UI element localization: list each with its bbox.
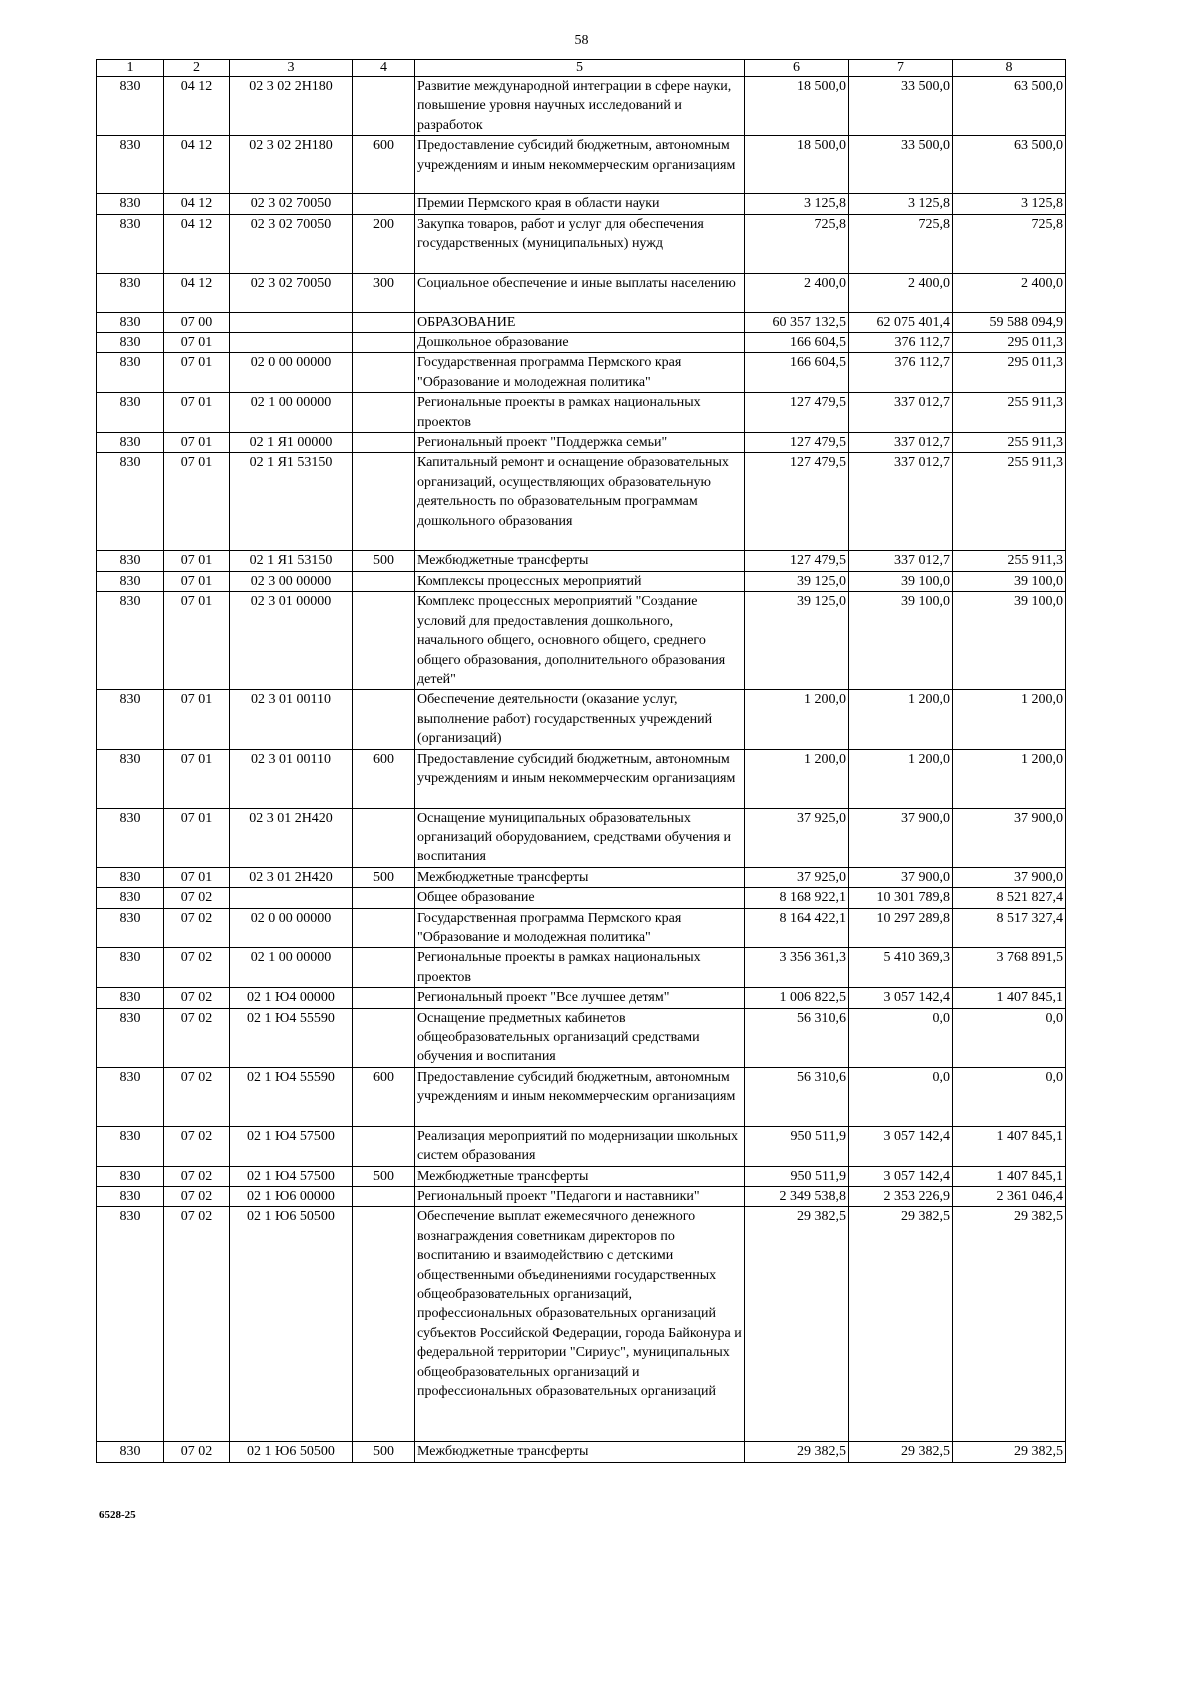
table-row [97,453,1066,551]
cell-amount-year3: 725,8 [953,214,1066,273]
cell-section-code: 04 12 [164,77,230,136]
header-col-6: 6 [745,60,849,77]
table-row [97,948,1066,988]
cell-section-code: 04 12 [164,136,230,194]
cell-description: Региональные проекты в рамках национальных проектов [415,393,745,433]
cell-amount-year3: 59 588 094,9 [953,312,1066,332]
cell-section-code: 07 01 [164,867,230,887]
cell-amount-year1: 127 479,5 [745,433,849,453]
table-row [97,194,1066,214]
table-row [97,1187,1066,1207]
cell-amount-year3: 295 011,3 [953,333,1066,353]
table-row [97,214,1066,273]
cell-description: Государственная программа Пермского края "Образование и молодежная политика" [415,353,745,393]
cell-target-article: 02 1 00 00000 [230,948,353,988]
cell-description: Предоставление субсидий бюджетным, автономным учреждениям и иным некоммерческим организациям [415,136,745,194]
cell-target-article: 02 3 01 00110 [230,690,353,749]
cell-target-article: 02 1 Ю4 57500 [230,1166,353,1186]
table-row [97,312,1066,332]
cell-amount-year1: 2 400,0 [745,273,849,312]
cell-amount-year3: 2 361 046,4 [953,1187,1066,1207]
page-number: 58 [574,33,589,48]
table-row [97,690,1066,749]
cell-amount-year3: 8 517 327,4 [953,908,1066,948]
cell-amount-year1: 39 125,0 [745,571,849,591]
cell-target-article: 02 3 02 2Н180 [230,136,353,194]
cell-target-article: 02 3 02 70050 [230,273,353,312]
cell-expense-type: 300 [353,273,415,312]
cell-expense-type [353,353,415,393]
cell-amount-year3: 63 500,0 [953,136,1066,194]
cell-amount-year2: 29 382,5 [849,1442,953,1462]
cell-target-article: 02 3 02 2Н180 [230,77,353,136]
cell-amount-year2: 3 057 142,4 [849,1166,953,1186]
cell-section-code: 07 02 [164,1207,230,1442]
table-row [97,988,1066,1008]
cell-target-article: 02 3 01 00000 [230,592,353,690]
table-row [97,908,1066,948]
cell-expense-type [353,312,415,332]
cell-admin-code: 830 [97,214,164,273]
cell-amount-year1: 56 310,6 [745,1008,849,1067]
cell-admin-code: 830 [97,690,164,749]
cell-amount-year2: 337 012,7 [849,433,953,453]
cell-expense-type [353,77,415,136]
cell-amount-year2: 2 353 226,9 [849,1187,953,1207]
cell-target-article: 02 1 Ю6 50500 [230,1207,353,1442]
cell-expense-type [353,888,415,908]
cell-expense-type [353,571,415,591]
cell-amount-year1: 166 604,5 [745,333,849,353]
cell-amount-year2: 5 410 369,3 [849,948,953,988]
cell-amount-year2: 337 012,7 [849,453,953,551]
table-row [97,1166,1066,1186]
cell-amount-year2: 10 301 789,8 [849,888,953,908]
header-col-8: 8 [953,60,1066,77]
cell-admin-code: 830 [97,948,164,988]
table-row [97,77,1066,136]
cell-description: Социальное обеспечение и иные выплаты населению [415,273,745,312]
cell-amount-year2: 37 900,0 [849,808,953,867]
cell-expense-type: 600 [353,749,415,808]
cell-amount-year3: 63 500,0 [953,77,1066,136]
cell-amount-year2: 10 297 289,8 [849,908,953,948]
cell-admin-code: 830 [97,1126,164,1166]
cell-amount-year3: 3 768 891,5 [953,948,1066,988]
table-row [97,393,1066,433]
cell-amount-year1: 1 200,0 [745,749,849,808]
cell-target-article: 02 1 00 00000 [230,393,353,433]
cell-admin-code: 830 [97,571,164,591]
cell-target-article: 02 3 02 70050 [230,214,353,273]
cell-expense-type [353,1207,415,1442]
cell-expense-type: 600 [353,136,415,194]
cell-target-article: 02 1 Я1 53150 [230,551,353,571]
table-row [97,1008,1066,1067]
cell-description: Реализация мероприятий по модернизации школьных систем образования [415,1126,745,1166]
cell-expense-type: 500 [353,1166,415,1186]
cell-expense-type: 500 [353,867,415,887]
cell-expense-type [353,1008,415,1067]
cell-admin-code: 830 [97,888,164,908]
cell-description: Оснащение муниципальных образовательных организаций оборудованием, средствами обучения и воспитания [415,808,745,867]
cell-amount-year2: 2 400,0 [849,273,953,312]
cell-amount-year2: 29 382,5 [849,1207,953,1442]
cell-amount-year2: 33 500,0 [849,77,953,136]
cell-description: Межбюджетные трансферты [415,1166,745,1186]
cell-expense-type: 500 [353,551,415,571]
cell-expense-type [353,988,415,1008]
cell-section-code: 04 12 [164,214,230,273]
cell-amount-year3: 1 200,0 [953,749,1066,808]
cell-amount-year1: 3 356 361,3 [745,948,849,988]
cell-amount-year2: 0,0 [849,1008,953,1067]
cell-description: Региональные проекты в рамках национальных проектов [415,948,745,988]
cell-amount-year3: 1 407 845,1 [953,1126,1066,1166]
cell-amount-year2: 37 900,0 [849,867,953,887]
cell-section-code: 07 02 [164,888,230,908]
cell-admin-code: 830 [97,453,164,551]
cell-description: Премии Пермского края в области науки [415,194,745,214]
cell-amount-year3: 29 382,5 [953,1207,1066,1442]
cell-amount-year1: 3 125,8 [745,194,849,214]
cell-amount-year2: 62 075 401,4 [849,312,953,332]
cell-expense-type [353,333,415,353]
cell-amount-year3: 1 407 845,1 [953,1166,1066,1186]
table-row [97,1067,1066,1126]
cell-admin-code: 830 [97,551,164,571]
table-row [97,333,1066,353]
cell-admin-code: 830 [97,908,164,948]
table-row [97,867,1066,887]
cell-description: Региональный проект "Педагоги и наставники" [415,1187,745,1207]
cell-expense-type: 600 [353,1067,415,1126]
cell-section-code: 07 01 [164,393,230,433]
cell-admin-code: 830 [97,1008,164,1067]
cell-amount-year2: 3 125,8 [849,194,953,214]
cell-amount-year1: 950 511,9 [745,1126,849,1166]
cell-section-code: 07 02 [164,1008,230,1067]
header-col-1: 1 [97,60,164,77]
cell-section-code: 07 01 [164,333,230,353]
cell-amount-year3: 0,0 [953,1067,1066,1126]
cell-target-article: 02 1 Я1 53150 [230,453,353,551]
cell-description: Комплекс процессных мероприятий "Создание условий для предоставления дошкольного, начального общего, основного общего, среднего общего образования, дополнительного образования детей" [415,592,745,690]
cell-amount-year3: 37 900,0 [953,867,1066,887]
cell-amount-year3: 39 100,0 [953,571,1066,591]
cell-admin-code: 830 [97,988,164,1008]
cell-amount-year3: 8 521 827,4 [953,888,1066,908]
cell-amount-year1: 1 200,0 [745,690,849,749]
table-row [97,353,1066,393]
cell-section-code: 07 01 [164,433,230,453]
cell-target-article: 02 1 Ю4 57500 [230,1126,353,1166]
cell-admin-code: 830 [97,1207,164,1442]
cell-amount-year2: 0,0 [849,1067,953,1126]
cell-description: Предоставление субсидий бюджетным, автономным учреждениям и иным некоммерческим организациям [415,1067,745,1126]
cell-amount-year3: 2 400,0 [953,273,1066,312]
cell-amount-year1: 18 500,0 [745,77,849,136]
cell-amount-year2: 376 112,7 [849,333,953,353]
cell-amount-year3: 295 011,3 [953,353,1066,393]
cell-expense-type [353,908,415,948]
header-col-3: 3 [230,60,353,77]
cell-admin-code: 830 [97,433,164,453]
table-row [97,1207,1066,1442]
cell-section-code: 07 01 [164,353,230,393]
table-row [97,592,1066,690]
cell-amount-year1: 166 604,5 [745,353,849,393]
cell-amount-year1: 2 349 538,8 [745,1187,849,1207]
cell-section-code: 07 01 [164,571,230,591]
cell-description: Региональный проект "Поддержка семьи" [415,433,745,453]
cell-description: Предоставление субсидий бюджетным, автономным учреждениям и иным некоммерческим организациям [415,749,745,808]
cell-admin-code: 830 [97,1067,164,1126]
cell-amount-year1: 56 310,6 [745,1067,849,1126]
table-row [97,273,1066,312]
table-row [97,571,1066,591]
cell-amount-year3: 1 407 845,1 [953,988,1066,1008]
cell-amount-year1: 60 357 132,5 [745,312,849,332]
cell-target-article: 02 3 00 00000 [230,571,353,591]
table-row [97,1442,1066,1462]
cell-admin-code: 830 [97,353,164,393]
cell-admin-code: 830 [97,312,164,332]
cell-admin-code: 830 [97,273,164,312]
cell-admin-code: 830 [97,749,164,808]
cell-expense-type [353,194,415,214]
cell-admin-code: 830 [97,1166,164,1186]
cell-section-code: 07 01 [164,808,230,867]
cell-admin-code: 830 [97,77,164,136]
cell-amount-year1: 18 500,0 [745,136,849,194]
table-body [97,77,1066,1463]
cell-section-code: 04 12 [164,273,230,312]
cell-admin-code: 830 [97,136,164,194]
cell-target-article [230,312,353,332]
cell-admin-code: 830 [97,333,164,353]
cell-section-code: 07 01 [164,749,230,808]
cell-description: Общее образование [415,888,745,908]
cell-description: Закупка товаров, работ и услуг для обеспечения государственных (муниципальных) нужд [415,214,745,273]
cell-section-code: 07 00 [164,312,230,332]
cell-section-code: 07 02 [164,948,230,988]
cell-amount-year3: 29 382,5 [953,1442,1066,1462]
cell-section-code: 07 02 [164,1126,230,1166]
table-header [97,60,1066,77]
cell-amount-year2: 3 057 142,4 [849,988,953,1008]
cell-amount-year2: 3 057 142,4 [849,1126,953,1166]
cell-section-code: 07 01 [164,592,230,690]
header-col-4: 4 [353,60,415,77]
cell-expense-type: 500 [353,1442,415,1462]
table-row [97,136,1066,194]
cell-amount-year3: 255 911,3 [953,433,1066,453]
cell-section-code: 07 02 [164,1067,230,1126]
table-row [97,888,1066,908]
cell-target-article: 02 3 01 00110 [230,749,353,808]
cell-description: Межбюджетные трансферты [415,867,745,887]
cell-amount-year3: 255 911,3 [953,551,1066,571]
cell-amount-year1: 8 164 422,1 [745,908,849,948]
cell-amount-year2: 376 112,7 [849,353,953,393]
cell-description: Капитальный ремонт и оснащение образовательных организаций, осуществляющих образовательную деятельность по образовательным программам дошкольного образования [415,453,745,551]
cell-amount-year1: 127 479,5 [745,453,849,551]
cell-amount-year1: 725,8 [745,214,849,273]
cell-section-code: 07 02 [164,988,230,1008]
table-row [97,433,1066,453]
cell-amount-year2: 337 012,7 [849,551,953,571]
table-row [97,749,1066,808]
cell-target-article: 02 1 Ю4 00000 [230,988,353,1008]
cell-target-article [230,888,353,908]
header-row [97,60,1066,77]
cell-expense-type [353,393,415,433]
cell-admin-code: 830 [97,393,164,433]
cell-section-code: 07 01 [164,690,230,749]
cell-section-code: 07 01 [164,453,230,551]
cell-amount-year1: 1 006 822,5 [745,988,849,1008]
cell-amount-year2: 337 012,7 [849,393,953,433]
cell-admin-code: 830 [97,1442,164,1462]
cell-target-article: 02 0 00 00000 [230,908,353,948]
cell-description: Обеспечение деятельности (оказание услуг, выполнение работ) государственных учреждений (организаций) [415,690,745,749]
cell-section-code: 07 01 [164,551,230,571]
table-row [97,808,1066,867]
cell-description: Комплексы процессных мероприятий [415,571,745,591]
cell-admin-code: 830 [97,808,164,867]
cell-section-code: 07 02 [164,908,230,948]
cell-target-article: 02 1 Ю6 50500 [230,1442,353,1462]
cell-amount-year1: 29 382,5 [745,1442,849,1462]
cell-admin-code: 830 [97,1187,164,1207]
cell-target-article: 02 1 Ю4 55590 [230,1067,353,1126]
cell-target-article: 02 0 00 00000 [230,353,353,393]
cell-amount-year2: 1 200,0 [849,690,953,749]
cell-target-article: 02 1 Ю6 00000 [230,1187,353,1207]
cell-amount-year1: 29 382,5 [745,1207,849,1442]
cell-amount-year3: 0,0 [953,1008,1066,1067]
cell-expense-type [353,690,415,749]
cell-description: Межбюджетные трансферты [415,1442,745,1462]
cell-amount-year2: 725,8 [849,214,953,273]
cell-amount-year3: 255 911,3 [953,393,1066,433]
cell-expense-type: 200 [353,214,415,273]
cell-amount-year1: 37 925,0 [745,867,849,887]
header-col-5: 5 [415,60,745,77]
cell-amount-year1: 37 925,0 [745,808,849,867]
cell-amount-year2: 1 200,0 [849,749,953,808]
cell-amount-year1: 127 479,5 [745,551,849,571]
cell-amount-year1: 950 511,9 [745,1166,849,1186]
cell-amount-year2: 39 100,0 [849,571,953,591]
cell-expense-type [353,433,415,453]
cell-amount-year3: 39 100,0 [953,592,1066,690]
cell-amount-year1: 8 168 922,1 [745,888,849,908]
cell-description: Оснащение предметных кабинетов общеобразовательных организаций средствами обучения и воспитания [415,1008,745,1067]
cell-description: Межбюджетные трансферты [415,551,745,571]
cell-amount-year3: 255 911,3 [953,453,1066,551]
cell-amount-year2: 39 100,0 [849,592,953,690]
cell-description: Развитие международной интеграции в сфере науки, повышение уровня научных исследований и разработок [415,77,745,136]
cell-amount-year3: 37 900,0 [953,808,1066,867]
cell-admin-code: 830 [97,867,164,887]
cell-expense-type [353,948,415,988]
cell-description: Дошкольное образование [415,333,745,353]
cell-target-article [230,333,353,353]
cell-description: Государственная программа Пермского края "Образование и молодежная политика" [415,908,745,948]
cell-expense-type [353,1187,415,1207]
cell-description: Обеспечение выплат ежемесячного денежного вознаграждения советникам директоров по воспитанию и взаимодействию с детскими общественными объединениями государственных общеобразовательных организаций, профессиональных образовательных организаций субъектов Российской Федерации, города Байконура и федеральной территории "Сириус", муниципальных общеобразовательных организаций и профессиональных образовательных организаций [415,1207,745,1442]
cell-expense-type [353,592,415,690]
cell-amount-year3: 3 125,8 [953,194,1066,214]
cell-target-article: 02 1 Я1 00000 [230,433,353,453]
cell-target-article: 02 3 01 2Н420 [230,808,353,867]
cell-admin-code: 830 [97,194,164,214]
cell-amount-year2: 33 500,0 [849,136,953,194]
cell-expense-type [353,1126,415,1166]
cell-admin-code: 830 [97,592,164,690]
cell-target-article: 02 3 01 2Н420 [230,867,353,887]
cell-section-code: 07 02 [164,1187,230,1207]
cell-expense-type [353,453,415,551]
cell-expense-type [353,808,415,867]
budget-table [96,59,1066,1463]
table-row [97,1126,1066,1166]
cell-description: ОБРАЗОВАНИЕ [415,312,745,332]
cell-section-code: 04 12 [164,194,230,214]
table-row [97,551,1066,571]
cell-section-code: 07 02 [164,1442,230,1462]
header-col-7: 7 [849,60,953,77]
cell-target-article: 02 1 Ю4 55590 [230,1008,353,1067]
cell-amount-year1: 39 125,0 [745,592,849,690]
cell-target-article: 02 3 02 70050 [230,194,353,214]
cell-amount-year1: 127 479,5 [745,393,849,433]
cell-description: Региональный проект "Все лучшее детям" [415,988,745,1008]
cell-amount-year3: 1 200,0 [953,690,1066,749]
footer-code: 6528-25 [99,1509,136,1521]
header-col-2: 2 [164,60,230,77]
cell-section-code: 07 02 [164,1166,230,1186]
